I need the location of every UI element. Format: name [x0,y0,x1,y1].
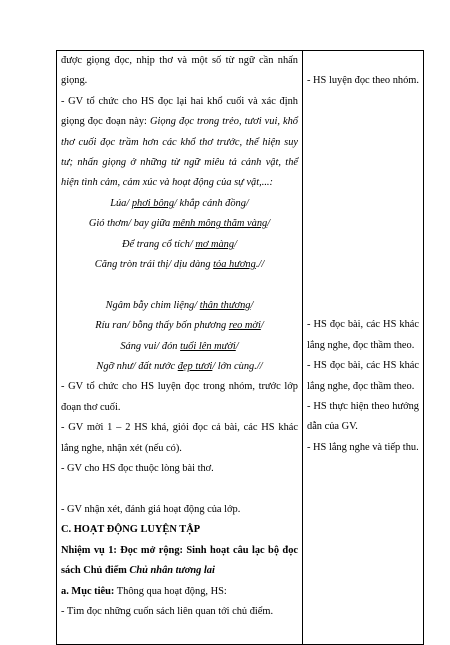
task-heading: Nhiệm vụ 1: Đọc mở rộng: Sinh hoạt câu lạc bộ đọc sách Chủ điểm Chủ nhân tương lai [61,544,298,577]
poem-line: Ngâm bẫy chim liệng/ thân thương/ [105,299,254,311]
reading-voice-note: Giọng đọc trong trẻo, tươi vui, khổ thơ cuối đọc trầm hơn các khổ thơ trước, thể hiện suy tư; nhấn giọng ở những từ ngữ miêu tả cảnh vật, thể hiện tình cảm, cảm xúc và hoạt động của sự vật,...: [61,116,298,189]
paragraph: - GV tổ chức cho HS luyện đọc trong nhóm, trước lớp đoạn thơ cuối. [61,381,298,413]
poem-line: Ríu ran/ bỗng thấy bốn phương reo mời/ [95,320,264,332]
poem-line: Lúa/ phơi bông/ khắp cánh đồng/ [110,197,249,209]
paragraph: - HS thực hiện theo hướng dẫn của GV. [307,401,419,433]
text-span: - GV tổ chức cho HS đọc lại hai khổ cuối và xác định giọng đọc đoạn này: [61,95,298,128]
paragraph: - HS đọc bài, các HS khác lắng nghe, đọc thầm theo. [307,360,419,392]
spacer [61,275,298,295]
spacer [307,91,419,315]
paragraph: a. Mục tiêu: Thông qua hoạt động, HS: [61,585,227,597]
poem-line: Căng tròn trái thị/ dịu dàng tỏa hương.// [94,259,265,271]
paragraph: - Tìm đọc những cuốn sách liên quan tới chủ điểm. [61,605,274,617]
student-activity-column [303,51,424,645]
paragraph: - HS lắng nghe và tiếp thu. [307,441,419,453]
spacer [307,51,419,71]
paragraph: - HS luyện đọc theo nhóm. [307,75,419,86]
paragraph: được giọng đọc, nhịp thơ và một số từ ngữ cần nhấn giọng. [61,55,298,87]
paragraph: - GV nhận xét, đánh giá hoạt động của lớp. [61,503,241,515]
paragraph [61,92,298,194]
spacer [61,622,298,644]
poem-line: Gió thơm/ bay giữa mênh mông thăm vàng/ [88,218,271,230]
paragraph: - GV cho HS đọc thuộc lòng bài thơ. [61,463,214,475]
lesson-plan-table [56,50,424,645]
poem-line: Để trang cổ tích/ mơ màng/ [122,238,237,250]
paragraph: - HS đọc bài, các HS khác lắng nghe, đọc thầm theo. [307,319,419,351]
table-row [57,51,424,645]
teacher-activity-column [57,51,303,645]
paragraph: - GV mời 1 – 2 HS khá, giỏi đọc cả bài, các HS khác lắng nghe, nhận xét (nếu có). [61,422,298,454]
poem-line: Ngỡ như/ đất nước đẹp tươi/ lớn cùng.// [96,361,263,373]
section-heading: C. HOẠT ĐỘNG LUYỆN TẬP [61,524,201,536]
spacer [61,480,298,500]
poem-line: Sáng vui/ đón tuổi lên mười/ [120,340,239,352]
